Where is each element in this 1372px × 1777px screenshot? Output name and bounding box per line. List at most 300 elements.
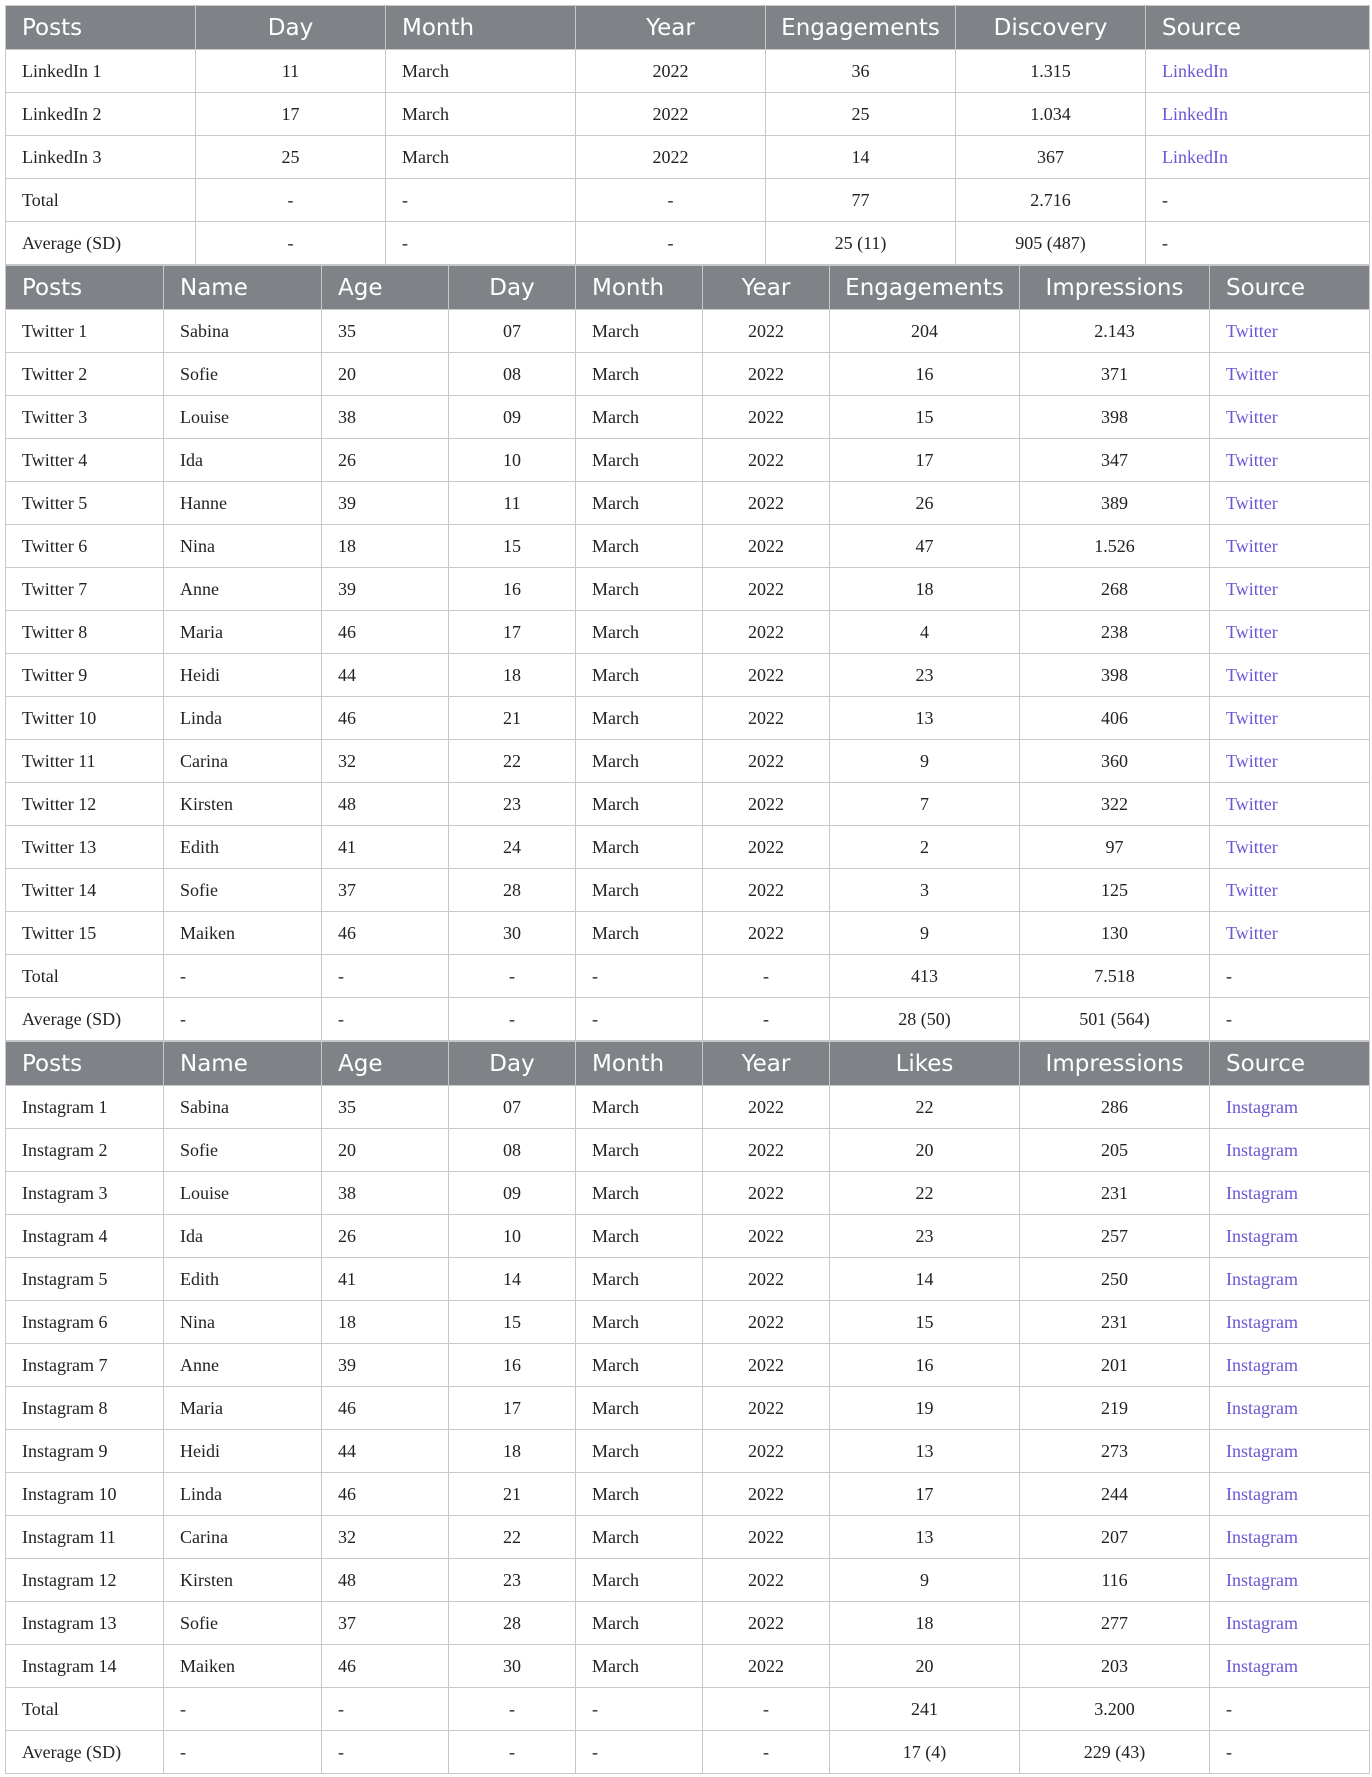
twitter-header-year: Year xyxy=(703,266,830,310)
twitter-cell: Twitter 3 xyxy=(6,396,164,439)
twitter-cell: 2022 xyxy=(703,697,830,740)
instagram-cell: 273 xyxy=(1020,1430,1210,1473)
instagram-cell: 22 xyxy=(830,1172,1020,1215)
twitter-cell: 37 xyxy=(322,869,449,912)
twitter-cell: March xyxy=(576,697,703,740)
twitter-cell: - xyxy=(1210,998,1370,1041)
twitter-cell: 28 xyxy=(449,869,576,912)
twitter-cell: 360 xyxy=(1020,740,1210,783)
twitter-cell: 347 xyxy=(1020,439,1210,482)
linkedin-cell: Total xyxy=(6,179,196,222)
instagram-cell: 32 xyxy=(322,1516,449,1559)
instagram-source-link[interactable]: Instagram xyxy=(1210,1473,1370,1516)
twitter-source-link[interactable]: Twitter xyxy=(1210,525,1370,568)
instagram-header-name: Name xyxy=(164,1042,322,1086)
twitter-source-link[interactable]: Twitter xyxy=(1210,439,1370,482)
twitter-cell: - xyxy=(703,998,830,1041)
twitter-cell: Louise xyxy=(164,396,322,439)
instagram-cell: 23 xyxy=(830,1215,1020,1258)
twitter-cell: - xyxy=(322,998,449,1041)
linkedin-cell: 2022 xyxy=(576,93,766,136)
instagram-cell: 2022 xyxy=(703,1430,830,1473)
instagram-source-link[interactable]: Instagram xyxy=(1210,1387,1370,1430)
linkedin-cell: 25 xyxy=(196,136,386,179)
twitter-cell: 371 xyxy=(1020,353,1210,396)
instagram-row xyxy=(6,1129,1370,1172)
twitter-source-link[interactable]: Twitter xyxy=(1210,869,1370,912)
instagram-cell: Average (SD) xyxy=(6,1731,164,1774)
instagram-cell: Heidi xyxy=(164,1430,322,1473)
twitter-cell: 17 xyxy=(830,439,1020,482)
instagram-header-source: Source xyxy=(1210,1042,1370,1086)
linkedin-cell: - xyxy=(196,222,386,265)
twitter-cell: 08 xyxy=(449,353,576,396)
twitter-cell: 22 xyxy=(449,740,576,783)
instagram-cell: 2022 xyxy=(703,1215,830,1258)
twitter-cell: 23 xyxy=(830,654,1020,697)
instagram-cell: Instagram 13 xyxy=(6,1602,164,1645)
instagram-cell: Kirsten xyxy=(164,1559,322,1602)
linkedin-cell: 11 xyxy=(196,50,386,93)
twitter-cell: Edith xyxy=(164,826,322,869)
twitter-header-age: Age xyxy=(322,266,449,310)
instagram-row xyxy=(6,1430,1370,1473)
twitter-cell: March xyxy=(576,439,703,482)
instagram-cell: 20 xyxy=(830,1645,1020,1688)
instagram-cell: March xyxy=(576,1129,703,1172)
linkedin-cell: - xyxy=(576,222,766,265)
twitter-row xyxy=(6,912,1370,955)
instagram-cell: 116 xyxy=(1020,1559,1210,1602)
twitter-cell: 3 xyxy=(830,869,1020,912)
twitter-cell: 46 xyxy=(322,611,449,654)
linkedin-cell: 2022 xyxy=(576,136,766,179)
twitter-cell: 2022 xyxy=(703,740,830,783)
twitter-cell: 30 xyxy=(449,912,576,955)
instagram-cell: 231 xyxy=(1020,1301,1210,1344)
twitter-header-engagements: Engagements xyxy=(830,266,1020,310)
instagram-cell: 205 xyxy=(1020,1129,1210,1172)
instagram-source-link[interactable]: Instagram xyxy=(1210,1172,1370,1215)
twitter-cell: 11 xyxy=(449,482,576,525)
twitter-cell: March xyxy=(576,740,703,783)
instagram-source-link[interactable]: Instagram xyxy=(1210,1215,1370,1258)
instagram-cell: March xyxy=(576,1430,703,1473)
twitter-cell: 26 xyxy=(830,482,1020,525)
instagram-cell: 16 xyxy=(830,1344,1020,1387)
instagram-cell: March xyxy=(576,1559,703,1602)
instagram-cell: Edith xyxy=(164,1258,322,1301)
twitter-cell: Twitter 15 xyxy=(6,912,164,955)
instagram-cell: - xyxy=(449,1731,576,1774)
twitter-cell: Heidi xyxy=(164,654,322,697)
instagram-cell: 2022 xyxy=(703,1086,830,1129)
twitter-cell: March xyxy=(576,826,703,869)
linkedin-cell: 36 xyxy=(766,50,956,93)
twitter-row xyxy=(6,740,1370,783)
instagram-header-likes: Likes xyxy=(830,1042,1020,1086)
twitter-cell: 9 xyxy=(830,740,1020,783)
instagram-cell: Instagram 12 xyxy=(6,1559,164,1602)
instagram-cell: Instagram 1 xyxy=(6,1086,164,1129)
instagram-cell: March xyxy=(576,1086,703,1129)
instagram-cell: 20 xyxy=(322,1129,449,1172)
instagram-cell: 18 xyxy=(830,1602,1020,1645)
twitter-row xyxy=(6,439,1370,482)
twitter-cell: 46 xyxy=(322,697,449,740)
twitter-cell: 18 xyxy=(830,568,1020,611)
instagram-cell: - xyxy=(449,1688,576,1731)
instagram-source-link[interactable]: Instagram xyxy=(1210,1430,1370,1473)
instagram-cell: Instagram 8 xyxy=(6,1387,164,1430)
instagram-cell: Sabina xyxy=(164,1086,322,1129)
instagram-row xyxy=(6,1602,1370,1645)
instagram-cell: 257 xyxy=(1020,1215,1210,1258)
instagram-cell: 13 xyxy=(830,1516,1020,1559)
instagram-cell: 250 xyxy=(1020,1258,1210,1301)
twitter-cell: Twitter 1 xyxy=(6,310,164,353)
instagram-cell: 286 xyxy=(1020,1086,1210,1129)
twitter-cell: Nina xyxy=(164,525,322,568)
instagram-cell: 26 xyxy=(322,1215,449,1258)
linkedin-cell: 905 (487) xyxy=(956,222,1146,265)
twitter-cell: 204 xyxy=(830,310,1020,353)
twitter-header-month: Month xyxy=(576,266,703,310)
twitter-row xyxy=(6,955,1370,998)
twitter-cell: 2022 xyxy=(703,525,830,568)
linkedin-cell: 77 xyxy=(766,179,956,222)
instagram-cell: Linda xyxy=(164,1473,322,1516)
twitter-row xyxy=(6,353,1370,396)
linkedin-row xyxy=(6,179,1370,222)
twitter-cell: 46 xyxy=(322,912,449,955)
twitter-cell: Sabina xyxy=(164,310,322,353)
twitter-cell: 1.526 xyxy=(1020,525,1210,568)
instagram-row xyxy=(6,1344,1370,1387)
instagram-cell: 15 xyxy=(830,1301,1020,1344)
instagram-cell: Total xyxy=(6,1688,164,1731)
twitter-cell: - xyxy=(164,998,322,1041)
twitter-cell: 20 xyxy=(322,353,449,396)
twitter-cell: March xyxy=(576,568,703,611)
twitter-cell: 48 xyxy=(322,783,449,826)
linkedin-source-link[interactable]: LinkedIn xyxy=(1146,93,1370,136)
twitter-cell: 7.518 xyxy=(1020,955,1210,998)
twitter-cell: 17 xyxy=(449,611,576,654)
twitter-source-link[interactable]: Twitter xyxy=(1210,783,1370,826)
instagram-cell: 20 xyxy=(830,1129,1020,1172)
twitter-cell: 130 xyxy=(1020,912,1210,955)
instagram-cell: Sofie xyxy=(164,1129,322,1172)
instagram-cell: 3.200 xyxy=(1020,1688,1210,1731)
instagram-cell: 207 xyxy=(1020,1516,1210,1559)
instagram-cell: 48 xyxy=(322,1559,449,1602)
linkedin-cell: March xyxy=(386,50,576,93)
twitter-source-link[interactable]: Twitter xyxy=(1210,310,1370,353)
twitter-cell: 07 xyxy=(449,310,576,353)
twitter-cell: 23 xyxy=(449,783,576,826)
twitter-row xyxy=(6,525,1370,568)
linkedin-cell: - xyxy=(196,179,386,222)
linkedin-cell: LinkedIn 2 xyxy=(6,93,196,136)
twitter-cell: 413 xyxy=(830,955,1020,998)
twitter-source-link[interactable]: Twitter xyxy=(1210,697,1370,740)
twitter-cell: 398 xyxy=(1020,396,1210,439)
twitter-cell: 32 xyxy=(322,740,449,783)
twitter-row xyxy=(6,654,1370,697)
twitter-cell: Twitter 7 xyxy=(6,568,164,611)
twitter-cell: 2022 xyxy=(703,439,830,482)
instagram-cell: Instagram 10 xyxy=(6,1473,164,1516)
instagram-cell: 2022 xyxy=(703,1387,830,1430)
instagram-cell: Nina xyxy=(164,1301,322,1344)
instagram-cell: 37 xyxy=(322,1602,449,1645)
linkedin-row xyxy=(6,50,1370,93)
linkedin-header-day: Day xyxy=(196,6,386,50)
instagram-source-link[interactable]: Instagram xyxy=(1210,1645,1370,1688)
instagram-cell: 39 xyxy=(322,1344,449,1387)
linkedin-cell: 14 xyxy=(766,136,956,179)
instagram-cell: March xyxy=(576,1602,703,1645)
linkedin-cell: 1.315 xyxy=(956,50,1146,93)
instagram-row xyxy=(6,1172,1370,1215)
twitter-cell: March xyxy=(576,525,703,568)
instagram-header-age: Age xyxy=(322,1042,449,1086)
twitter-row xyxy=(6,697,1370,740)
instagram-cell: Instagram 6 xyxy=(6,1301,164,1344)
linkedin-header-discovery: Discovery xyxy=(956,6,1146,50)
instagram-cell: 17 xyxy=(449,1387,576,1430)
twitter-row xyxy=(6,783,1370,826)
instagram-row xyxy=(6,1473,1370,1516)
instagram-source-link[interactable]: Instagram xyxy=(1210,1129,1370,1172)
twitter-cell: 2022 xyxy=(703,611,830,654)
instagram-cell: 277 xyxy=(1020,1602,1210,1645)
instagram-header-year: Year xyxy=(703,1042,830,1086)
twitter-source-link[interactable]: Twitter xyxy=(1210,353,1370,396)
twitter-row xyxy=(6,482,1370,525)
instagram-row xyxy=(6,1645,1370,1688)
twitter-cell: Twitter 8 xyxy=(6,611,164,654)
twitter-cell: 406 xyxy=(1020,697,1210,740)
twitter-cell: 97 xyxy=(1020,826,1210,869)
twitter-cell: 28 (50) xyxy=(830,998,1020,1041)
twitter-cell: Total xyxy=(6,955,164,998)
linkedin-cell: 17 xyxy=(196,93,386,136)
twitter-cell: March xyxy=(576,310,703,353)
twitter-cell: 16 xyxy=(449,568,576,611)
twitter-cell: 9 xyxy=(830,912,1020,955)
linkedin-header-engagements: Engagements xyxy=(766,6,956,50)
twitter-cell: 15 xyxy=(449,525,576,568)
instagram-cell: 22 xyxy=(830,1086,1020,1129)
linkedin-cell: March xyxy=(386,136,576,179)
instagram-cell: 19 xyxy=(830,1387,1020,1430)
instagram-cell: 38 xyxy=(322,1172,449,1215)
linkedin-header-year: Year xyxy=(576,6,766,50)
twitter-cell: Twitter 4 xyxy=(6,439,164,482)
instagram-cell: 2022 xyxy=(703,1258,830,1301)
instagram-cell: Sofie xyxy=(164,1602,322,1645)
twitter-cell: 18 xyxy=(322,525,449,568)
instagram-cell: 2022 xyxy=(703,1559,830,1602)
instagram-cell: Carina xyxy=(164,1516,322,1559)
instagram-cell: - xyxy=(576,1731,703,1774)
linkedin-cell: - xyxy=(1146,222,1370,265)
instagram-cell: - xyxy=(703,1731,830,1774)
instagram-table xyxy=(5,1041,1370,1774)
instagram-cell: Instagram 14 xyxy=(6,1645,164,1688)
linkedin-cell: LinkedIn 1 xyxy=(6,50,196,93)
linkedin-source-link[interactable]: LinkedIn xyxy=(1146,136,1370,179)
instagram-cell: 241 xyxy=(830,1688,1020,1731)
instagram-cell: 229 (43) xyxy=(1020,1731,1210,1774)
twitter-cell: 15 xyxy=(830,396,1020,439)
linkedin-cell: - xyxy=(1146,179,1370,222)
twitter-cell: Kirsten xyxy=(164,783,322,826)
twitter-source-link[interactable]: Twitter xyxy=(1210,482,1370,525)
linkedin-cell: 25 (11) xyxy=(766,222,956,265)
twitter-cell: Twitter 2 xyxy=(6,353,164,396)
instagram-cell: March xyxy=(576,1301,703,1344)
twitter-cell: March xyxy=(576,353,703,396)
instagram-cell: Instagram 2 xyxy=(6,1129,164,1172)
twitter-cell: 501 (564) xyxy=(1020,998,1210,1041)
twitter-cell: Twitter 5 xyxy=(6,482,164,525)
instagram-cell: 2022 xyxy=(703,1602,830,1645)
twitter-cell: Twitter 10 xyxy=(6,697,164,740)
twitter-cell: - xyxy=(164,955,322,998)
twitter-cell: March xyxy=(576,869,703,912)
instagram-cell: March xyxy=(576,1387,703,1430)
instagram-source-link[interactable]: Instagram xyxy=(1210,1344,1370,1387)
instagram-cell: 09 xyxy=(449,1172,576,1215)
twitter-cell: 2022 xyxy=(703,912,830,955)
linkedin-cell: LinkedIn 3 xyxy=(6,136,196,179)
instagram-cell: - xyxy=(576,1688,703,1731)
instagram-cell: March xyxy=(576,1258,703,1301)
instagram-cell: 244 xyxy=(1020,1473,1210,1516)
twitter-cell: 39 xyxy=(322,568,449,611)
instagram-cell: - xyxy=(164,1731,322,1774)
instagram-cell: 46 xyxy=(322,1387,449,1430)
twitter-cell: 2022 xyxy=(703,826,830,869)
twitter-cell: March xyxy=(576,654,703,697)
instagram-row xyxy=(6,1688,1370,1731)
twitter-cell: 38 xyxy=(322,396,449,439)
instagram-cell: 9 xyxy=(830,1559,1020,1602)
instagram-cell: 17 xyxy=(830,1473,1020,1516)
twitter-row xyxy=(6,310,1370,353)
linkedin-cell: - xyxy=(386,179,576,222)
twitter-cell: Hanne xyxy=(164,482,322,525)
twitter-source-link[interactable]: Twitter xyxy=(1210,826,1370,869)
instagram-source-link[interactable]: Instagram xyxy=(1210,1516,1370,1559)
twitter-source-link[interactable]: Twitter xyxy=(1210,568,1370,611)
twitter-cell: Carina xyxy=(164,740,322,783)
twitter-source-link[interactable]: Twitter xyxy=(1210,654,1370,697)
twitter-source-link[interactable]: Twitter xyxy=(1210,740,1370,783)
twitter-cell: 41 xyxy=(322,826,449,869)
twitter-header-row xyxy=(6,266,1370,310)
instagram-cell: 16 xyxy=(449,1344,576,1387)
instagram-cell: Ida xyxy=(164,1215,322,1258)
instagram-header-posts: Posts xyxy=(6,1042,164,1086)
twitter-cell: March xyxy=(576,482,703,525)
twitter-cell: - xyxy=(322,955,449,998)
instagram-source-link[interactable]: Instagram xyxy=(1210,1559,1370,1602)
twitter-header-name: Name xyxy=(164,266,322,310)
instagram-row xyxy=(6,1559,1370,1602)
twitter-row xyxy=(6,869,1370,912)
linkedin-cell: 2022 xyxy=(576,50,766,93)
twitter-cell: March xyxy=(576,912,703,955)
linkedin-cell: March xyxy=(386,93,576,136)
twitter-cell: 47 xyxy=(830,525,1020,568)
instagram-cell: 2022 xyxy=(703,1172,830,1215)
data-tables xyxy=(5,5,1369,1774)
instagram-cell: Maria xyxy=(164,1387,322,1430)
twitter-cell: 4 xyxy=(830,611,1020,654)
twitter-cell: 2022 xyxy=(703,783,830,826)
instagram-cell: 2022 xyxy=(703,1473,830,1516)
twitter-cell: 2022 xyxy=(703,310,830,353)
instagram-cell: 30 xyxy=(449,1645,576,1688)
instagram-cell: 17 (4) xyxy=(830,1731,1020,1774)
instagram-cell: Instagram 7 xyxy=(6,1344,164,1387)
instagram-cell: 44 xyxy=(322,1430,449,1473)
twitter-cell: 13 xyxy=(830,697,1020,740)
twitter-cell: Maria xyxy=(164,611,322,654)
twitter-cell: 24 xyxy=(449,826,576,869)
instagram-source-link[interactable]: Instagram xyxy=(1210,1602,1370,1645)
twitter-cell: 09 xyxy=(449,396,576,439)
instagram-row xyxy=(6,1258,1370,1301)
twitter-cell: 18 xyxy=(449,654,576,697)
instagram-cell: 18 xyxy=(449,1430,576,1473)
instagram-source-link[interactable]: Instagram xyxy=(1210,1301,1370,1344)
twitter-source-link[interactable]: Twitter xyxy=(1210,912,1370,955)
instagram-cell: March xyxy=(576,1473,703,1516)
instagram-cell: 2022 xyxy=(703,1344,830,1387)
twitter-cell: Twitter 12 xyxy=(6,783,164,826)
twitter-source-link[interactable]: Twitter xyxy=(1210,396,1370,439)
twitter-cell: Linda xyxy=(164,697,322,740)
twitter-cell: March xyxy=(576,396,703,439)
instagram-cell: 10 xyxy=(449,1215,576,1258)
twitter-cell: March xyxy=(576,783,703,826)
instagram-cell: 46 xyxy=(322,1473,449,1516)
instagram-source-link[interactable]: Instagram xyxy=(1210,1086,1370,1129)
twitter-source-link[interactable]: Twitter xyxy=(1210,611,1370,654)
linkedin-row xyxy=(6,136,1370,179)
linkedin-header-month: Month xyxy=(386,6,576,50)
instagram-cell: 14 xyxy=(449,1258,576,1301)
twitter-cell: Ida xyxy=(164,439,322,482)
twitter-cell: - xyxy=(576,955,703,998)
instagram-row xyxy=(6,1731,1370,1774)
twitter-cell: 35 xyxy=(322,310,449,353)
twitter-cell: 7 xyxy=(830,783,1020,826)
instagram-cell: 231 xyxy=(1020,1172,1210,1215)
twitter-cell: Twitter 14 xyxy=(6,869,164,912)
linkedin-source-link[interactable]: LinkedIn xyxy=(1146,50,1370,93)
twitter-cell: Sofie xyxy=(164,353,322,396)
instagram-header-month: Month xyxy=(576,1042,703,1086)
twitter-row xyxy=(6,568,1370,611)
twitter-cell: - xyxy=(449,955,576,998)
instagram-source-link[interactable]: Instagram xyxy=(1210,1258,1370,1301)
